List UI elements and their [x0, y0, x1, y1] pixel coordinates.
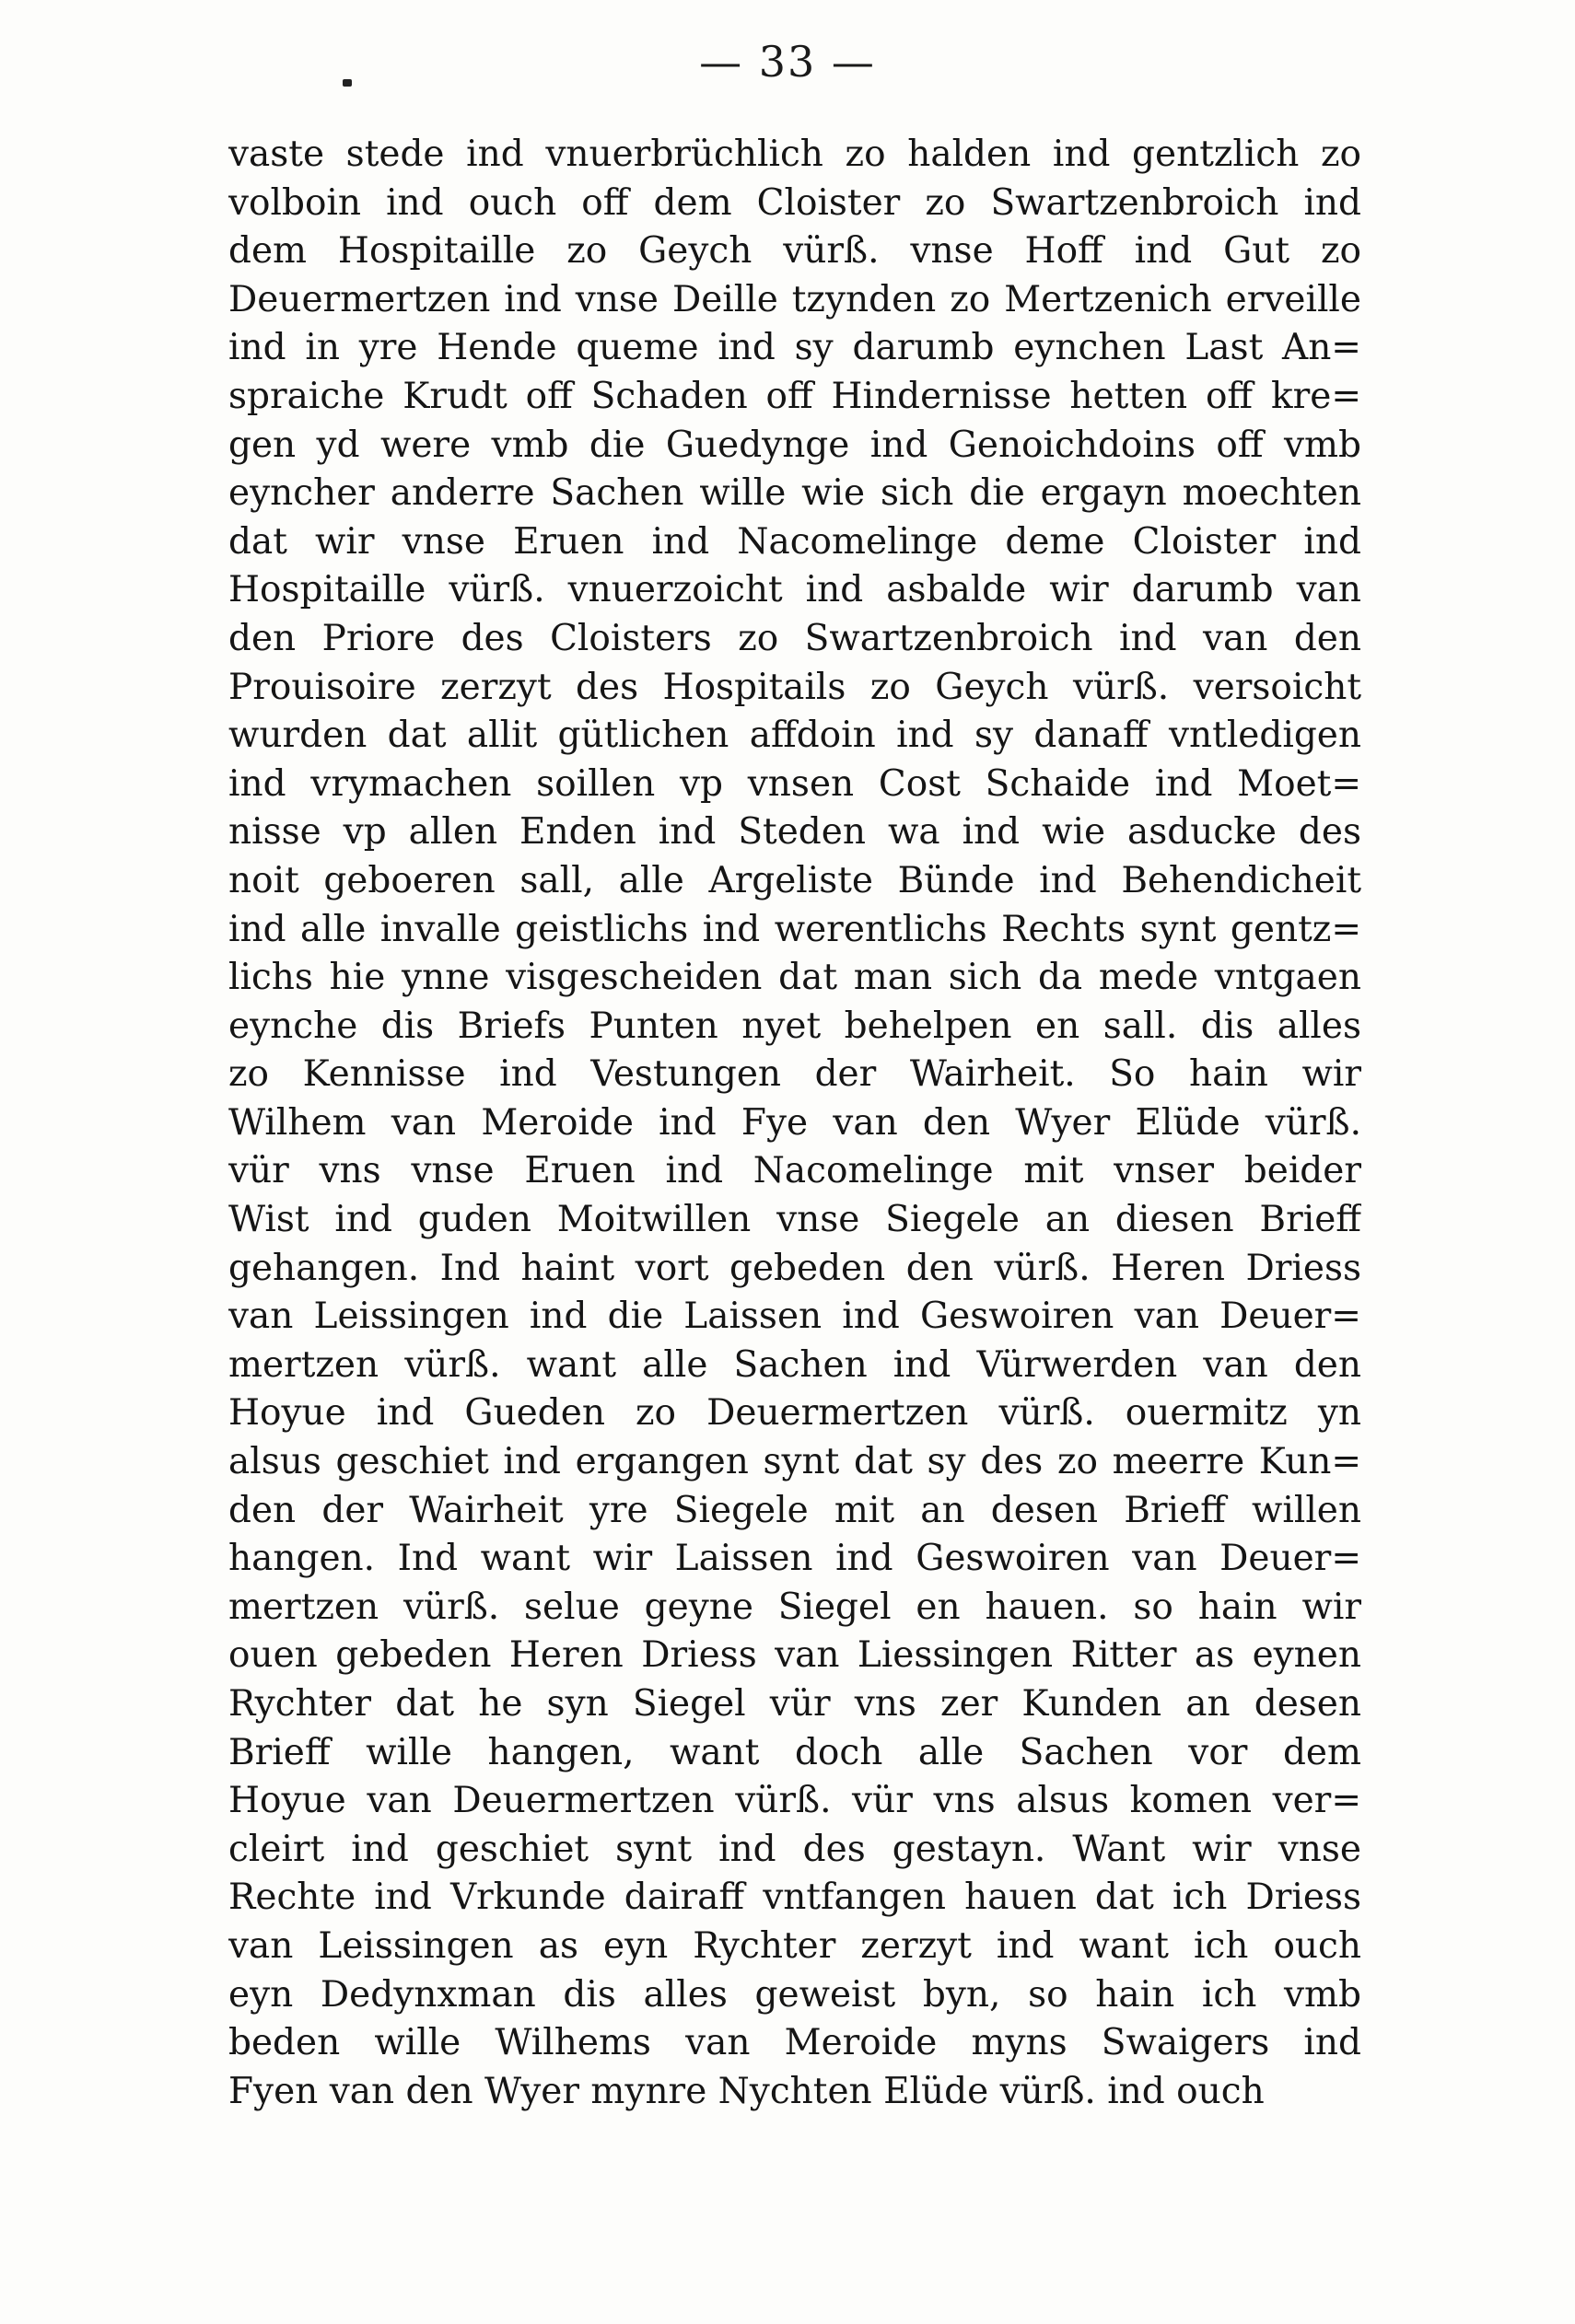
text-line: ind alle invalle geistlichs ind werentlichs Rechts synt gentz= [228, 908, 1361, 950]
body-text [228, 131, 1361, 2116]
text-line: van Leissingen ind die Laissen ind Geswoiren van Deuer= [228, 1296, 1361, 1338]
text-line: spraiche Krudt off Schaden off Hindernisse hetten off kre= [228, 375, 1361, 417]
text-line: ind in yre Hende queme ind sy darumb eynchen Last An= [228, 327, 1361, 369]
text-line: gehangen. Ind haint vort gebeden den vürß. Heren Driess [228, 1247, 1361, 1289]
page-number: — 33 — [699, 37, 876, 87]
text-line: wurden dat allit gütlichen affdoin ind sy danaff vntledigen [228, 715, 1361, 757]
text-line: volboin ind ouch off dem Cloister zo Swartzenbroich ind [228, 181, 1361, 224]
text-line: lichs hie ynne visgescheiden dat man sich da mede vntgaen [228, 957, 1361, 999]
text-line: Fyen van den Wyer mynre Nychten Elüde vürß. ind ouch [228, 2070, 1265, 2112]
text-line: Wist ind guden Moitwillen vnse Siegele an diesen Brieff [228, 1199, 1361, 1241]
text-line: cleirt ind geschiet synt ind des gestayn. Want wir vnse [228, 1828, 1361, 1870]
text-line: nisse vp allen Enden ind Steden wa ind wie asducke des [228, 811, 1361, 854]
text-line: vür vns vnse Eruen ind Nacomelinge mit vnser beider [228, 1150, 1361, 1192]
text-line: den der Wairheit yre Siegele mit an desen Brieff willen [228, 1489, 1361, 1531]
text-line: ind vrymachen soillen vp vnsen Cost Schaide ind Moet= [228, 762, 1361, 805]
text-line: vaste stede ind vnuerbrüchlich zo halden ind gentzlich zo [228, 134, 1361, 175]
text-line: eyn Dedynxman dis alles geweist byn, so hain ich vmb [228, 1973, 1361, 2016]
text-line: gen yd were vmb die Guedynge ind Genoichdoins off vmb [228, 424, 1361, 466]
text-line: Prouisoire zerzyt des Hospitails zo Geych vürß. versoicht [228, 666, 1361, 708]
text-line: Wilhem van Meroide ind Fye van den Wyer Elüde vürß. [228, 1101, 1361, 1144]
text-line: dem Hospitaille zo Geych vürß. vnse Hoff ind Gut zo [228, 230, 1361, 273]
text-line: Rechte ind Vrkunde dairaff vntfangen hauen dat ich Driess [228, 1877, 1361, 1919]
text-line: mertzen vürß. want alle Sachen ind Vürwerden van den [228, 1343, 1361, 1386]
text-line: eynche dis Briefs Punten nyet behelpen en sall. dis alles [228, 1005, 1361, 1047]
text-line: alsus geschiet ind ergangen synt dat sy des zo meerre Kun= [228, 1441, 1361, 1483]
text-line: mertzen vürß. selue geyne Siegel en hauen. so hain wir [228, 1586, 1361, 1628]
text-line: Hospitaille vürß. vnuerzoicht ind asbalde wir darumb van [228, 569, 1361, 611]
text-line: beden wille Wilhems van Meroide myns Swaigers ind [228, 2022, 1361, 2064]
text-line: hangen. Ind want wir Laissen ind Geswoiren van Deuer= [228, 1538, 1361, 1580]
text-line: noit geboeren sall, alle Argeliste Bünde ind Behendicheit [228, 859, 1361, 901]
text-line: den Priore des Cloisters zo Swartzenbroich ind van den [228, 617, 1361, 659]
text-line: eyncher anderre Sachen wille wie sich die ergayn moechten [228, 472, 1361, 515]
text-line: van Leissingen as eyn Rychter zerzyt ind want ich ouch [228, 1924, 1361, 1967]
text-line: Rychter dat he syn Siegel vür vns zer Kunden an desen [228, 1683, 1361, 1725]
text-line: Hoyue ind Gueden zo Deuermertzen vürß. ouermitz yn [228, 1392, 1361, 1435]
text-line: dat wir vnse Eruen ind Nacomelinge deme Cloister ind [228, 520, 1361, 563]
text-line: Deuermertzen ind vnse Deille tzynden zo Mertzenich erveille [228, 278, 1361, 320]
text-line: ouen gebeden Heren Driess van Liessingen Ritter as eynen [228, 1634, 1361, 1677]
text-line: zo Kennisse ind Vestungen der Wairheit. So hain wir [228, 1053, 1361, 1096]
text-line: Brieff wille hangen, want doch alle Sachen vor dem [228, 1731, 1361, 1773]
text-line: Hoyue van Deuermertzen vürß. vür vns alsus komen ver= [228, 1780, 1361, 1822]
